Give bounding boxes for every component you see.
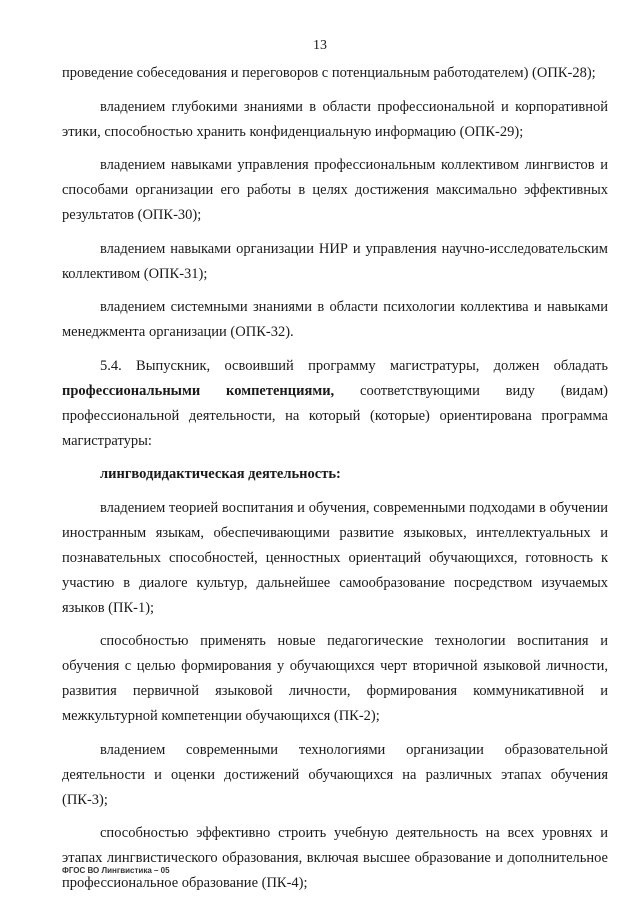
paragraph-opk-30: владением навыками управления профессиональным коллективом лингвистов и способами организации его работы в целях достижения максимально эффективных результатов (ОПК-30); <box>62 157 608 223</box>
document-body <box>62 61 608 905</box>
paragraph-opk-29: владением глубокими знаниями в области профессиональной и корпоративной этики, способностью хранить конфиденциальную информацию (ОПК-29); <box>62 98 608 140</box>
paragraph-opk-28: проведение собеседования и переговоров с потенциальным работодателем) (ОПК-28); <box>62 65 596 81</box>
paragraph-pk-1: владением теорией воспитания и обучения, современными подходами в обучении иностранным языкам, обеспечивающими развитие языковых, интеллектуальных и познавательных способностей, ценностных ориентаций обучающихся, готовность к участию в диалоге культур, дальнейшее самообразование посредством изучаемых языков (ПК-1); <box>62 499 608 616</box>
section-5-4-bold: профессиональными компетенциями, <box>62 382 335 399</box>
section-5-4-prefix: 5.4. Выпускник, освоивший программу магистратуры, должен обладать <box>100 357 608 374</box>
paragraph-opk-31: владением навыками организации НИР и управления научно-исследовательским коллективом (ОПК-31); <box>62 240 608 282</box>
paragraph-opk-32: владением системными знаниями в области психологии коллектива и навыками менеджмента организации (ОПК-32). <box>62 299 608 340</box>
paragraph-pk-4: способностью эффективно строить учебную деятельность на всех уровнях и этапах лингвистического образования, включая высшее образование и дополнительное профессиональное образование (ПК-4); <box>62 825 608 891</box>
paragraph-pk-2: способностью применять новые педагогические технологии воспитания и обучения с целью формирования у обучающихся черт вторичной языковой личности, развития первичной языковой личности, формирования коммуникативной и межкультурной компетенции обучающихся (ПК-2); <box>62 633 608 724</box>
page-number: 13 <box>313 38 327 53</box>
paragraph-pk-3: владением современными технологиями организации образовательной деятельности и оценки достижений обучающихся на различных этапах обучения (ПК-3); <box>62 741 608 808</box>
section-5-4-paragraph <box>62 354 608 454</box>
section-5-4-suffix: соответствующими виду (видам) профессиональной деятельности, на который (которые) ориентирована программа магистратуры: <box>62 382 608 449</box>
document-footer: ФГОС ВО Лингвистика – 05 <box>62 866 170 875</box>
subheading-lingvodidactic: лингводидактическая деятельность: <box>100 466 341 482</box>
